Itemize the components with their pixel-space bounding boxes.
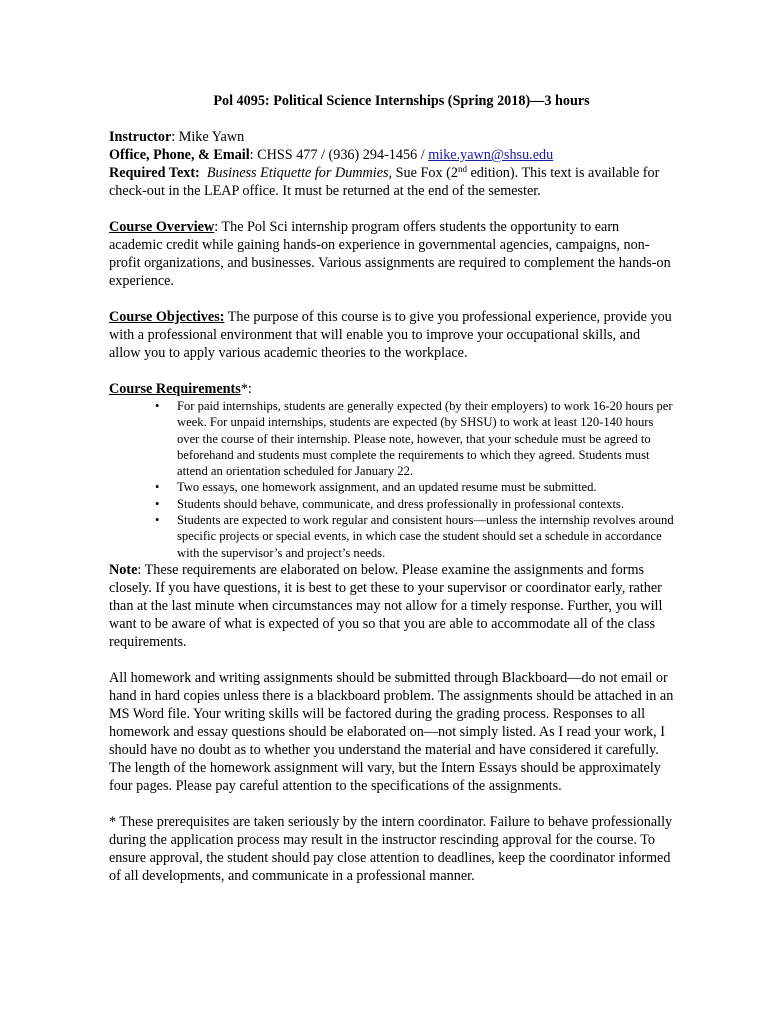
bullet-icon: • <box>155 399 160 413</box>
course-overview-body: : The Pol Sci internship program offers students the opportunity to earn academic credit while gaining hands-on experience in governmental agencies, campaigns, non-profit organizations, and businesses. Various assignments are required to complement the hands-on experience. <box>109 219 671 289</box>
bullet-icon: • <box>155 513 160 528</box>
office-value: : CHSS 477 / (936) 294-1456 / <box>249 147 429 163</box>
course-objectives-paragraph <box>109 308 674 362</box>
office-line <box>109 146 674 164</box>
note-body: : These requirements are elaborated on below. Please examine the assignments and forms closely. If you have questions, it is best to get these to your supervisor or coordinator early, rather than at the last minute when circumstances may not allow for a timely response. Further, you will want to be aware of what is expected of you so that you are able to accommodate all of the class requirements. <box>109 561 663 650</box>
list-item <box>155 512 674 561</box>
edition-superscript: nd <box>457 164 467 174</box>
footnote-paragraph: * These prerequisites are taken seriously by the intern coordinator. Failure to behave professionally during the application process may result in the instructor rescinding approval for the course. To ensure approval, the student should pay close attention to deadlines, keep the coordinator informed of all developments, and communicate in a professional manner. <box>109 813 673 884</box>
required-text-edition: edition). This text is available for check-out in the LEAP office. It must be returned at the end of the semester. <box>109 165 660 199</box>
page-title: Pol 4095: Political Science Internships (Spring 2018)—3 hours <box>213 93 590 109</box>
bullet-icon: • <box>155 480 160 495</box>
course-requirements-heading: Course Requirements <box>109 381 241 397</box>
homework-paragraph: All homework and writing assignments should be submitted through Blackboard—do not email or hand in hard copies unless there is a blackboard problem. The assignments should be attached in an MS Word file. Your writing skills will be factored during the grading process. Responses to all homework and essay questions should be elaborated on—not simply listed. As I read your work, I should have no doubt as to whether you understand the material and have considered it carefully. The length of the homework assignment will vary, but the Intern Essays should be approximately four pages. Please pay careful attention to the specifications of the assignments. <box>109 669 674 794</box>
note-paragraph <box>109 561 674 651</box>
list-item <box>155 398 674 479</box>
required-text-line <box>109 164 674 200</box>
course-requirements-heading-line <box>109 380 674 398</box>
requirement-text: Students should behave, communicate, and dress professionally in professional contexts. <box>177 496 624 511</box>
course-objectives-heading: Course Objectives: <box>109 309 225 325</box>
list-item <box>155 496 674 512</box>
email-link[interactable]: mike.yawn@shsu.edu <box>428 147 554 163</box>
required-text-title: Business Etiquette for Dummies, <box>206 165 393 181</box>
required-text-label: Required Text: <box>109 165 200 181</box>
instructor-value: : Mike Yawn <box>171 129 245 145</box>
requirement-text: Students are expected to work regular and consistent hours—unless the internship revolves around specific projects or special events, in which case the student should set a schedule in accordance with the supervisor’s and project’s needs. <box>177 513 674 560</box>
document-page <box>109 92 674 885</box>
course-requirements-suffix: *: <box>240 381 252 397</box>
required-text-author: Sue Fox (2 <box>392 165 458 181</box>
requirement-text: For paid internships, students are generally expected (by their employers) to work 16-20 hours per week. For unpaid internships, students are expected (by SHSU) to work at least 120-140 hours over the course of their internship. Please note, however, that your schedule must be agreed to beforehand and students must complete the requirements to which they agreed. Students must attend an orientation scheduled for January 22. <box>177 399 673 479</box>
office-label: Office, Phone, & Email <box>109 147 250 163</box>
instructor-line <box>109 128 674 146</box>
instructor-label: Instructor <box>109 129 172 145</box>
course-objectives-body: The purpose of this course is to give you professional experience, provide you with a professional environment that will enable you to improve your occupational skills, and allow you to apply various academic theories to the workplace. <box>109 309 672 361</box>
course-overview-paragraph <box>109 218 674 290</box>
note-label: Note <box>109 561 138 578</box>
list-item <box>155 479 674 495</box>
course-overview-heading: Course Overview <box>109 219 215 235</box>
bullet-icon: • <box>155 496 160 511</box>
requirements-list <box>109 398 674 561</box>
requirement-text: Two essays, one homework assignment, and an updated resume must be submitted. <box>177 480 597 495</box>
